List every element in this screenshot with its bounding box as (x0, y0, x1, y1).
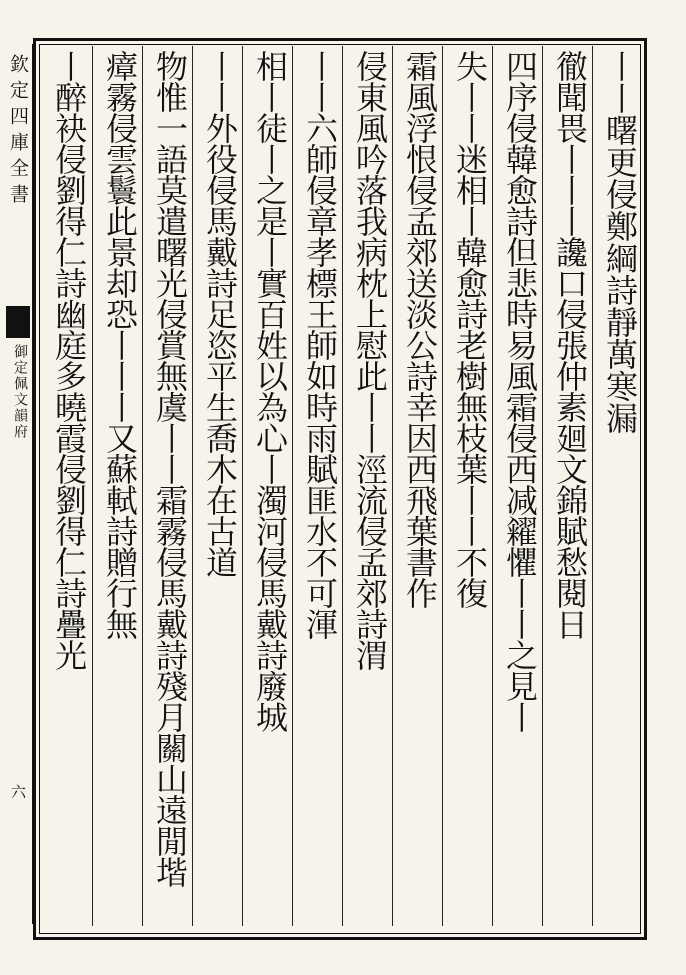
text-column (342, 46, 392, 926)
column-text: 霜風浮恨侵孟郊送淡公詩幸因西飛葉書作 (401, 50, 439, 608)
margin-title: 欽定四庫全書 (7, 54, 29, 210)
text-column (492, 46, 542, 926)
margin-subtitle: 御定佩文韻府 (12, 344, 28, 440)
text-column (92, 46, 142, 926)
column-text: 丨丨外役侵馬戴詩足恣平生喬木在古道 (201, 50, 239, 577)
text-column (242, 46, 292, 926)
column-text: 相丨徒丨之是丨實百姓以為心丨濁河侵馬戴詩廢城 (251, 50, 289, 732)
column-text: 物惟一語莫遣曙光侵賞無虞丨丨霜霧侵馬戴詩殘月關山遠閒堦 (151, 50, 189, 887)
column-text: 丨丨曙更侵鄭綱詩靜萬寒漏 (601, 50, 639, 434)
text-column (192, 46, 242, 926)
column-text: 失丨丨迷相丨韓愈詩老樹無枝葉丨丨不復 (451, 50, 489, 608)
text-column (442, 46, 492, 926)
text-columns (42, 46, 642, 926)
page-margin (4, 44, 34, 924)
column-text: 丨醉袂侵劉得仁詩幽庭多曉霞侵劉得仁詩疊光 (50, 50, 89, 670)
column-text: 徹聞畏丨丨丨讒口侵張仲素廻文錦賦愁閱日 (551, 50, 589, 639)
column-text: 四序侵韓愈詩但悲時易風霜侵西减糴懼丨丨之見丨 (501, 50, 539, 732)
text-column (592, 46, 642, 926)
text-column (292, 46, 342, 926)
column-text: 丨丨六師侵章孝標王師如時雨賦匪水不可渾 (301, 50, 339, 639)
text-column (392, 46, 442, 926)
text-column (142, 46, 192, 926)
column-text: 瘴霧侵雲鬟此景却恐丨丨丨又蘇軾詩贈行無 (101, 50, 139, 639)
page-number: 六 (9, 784, 27, 799)
fishtail-mark (6, 306, 30, 338)
column-text: 侵東風吟落我病枕上慰此丨丨涇流侵孟郊詩渭 (351, 50, 389, 670)
text-column (542, 46, 592, 926)
text-column (42, 46, 92, 926)
